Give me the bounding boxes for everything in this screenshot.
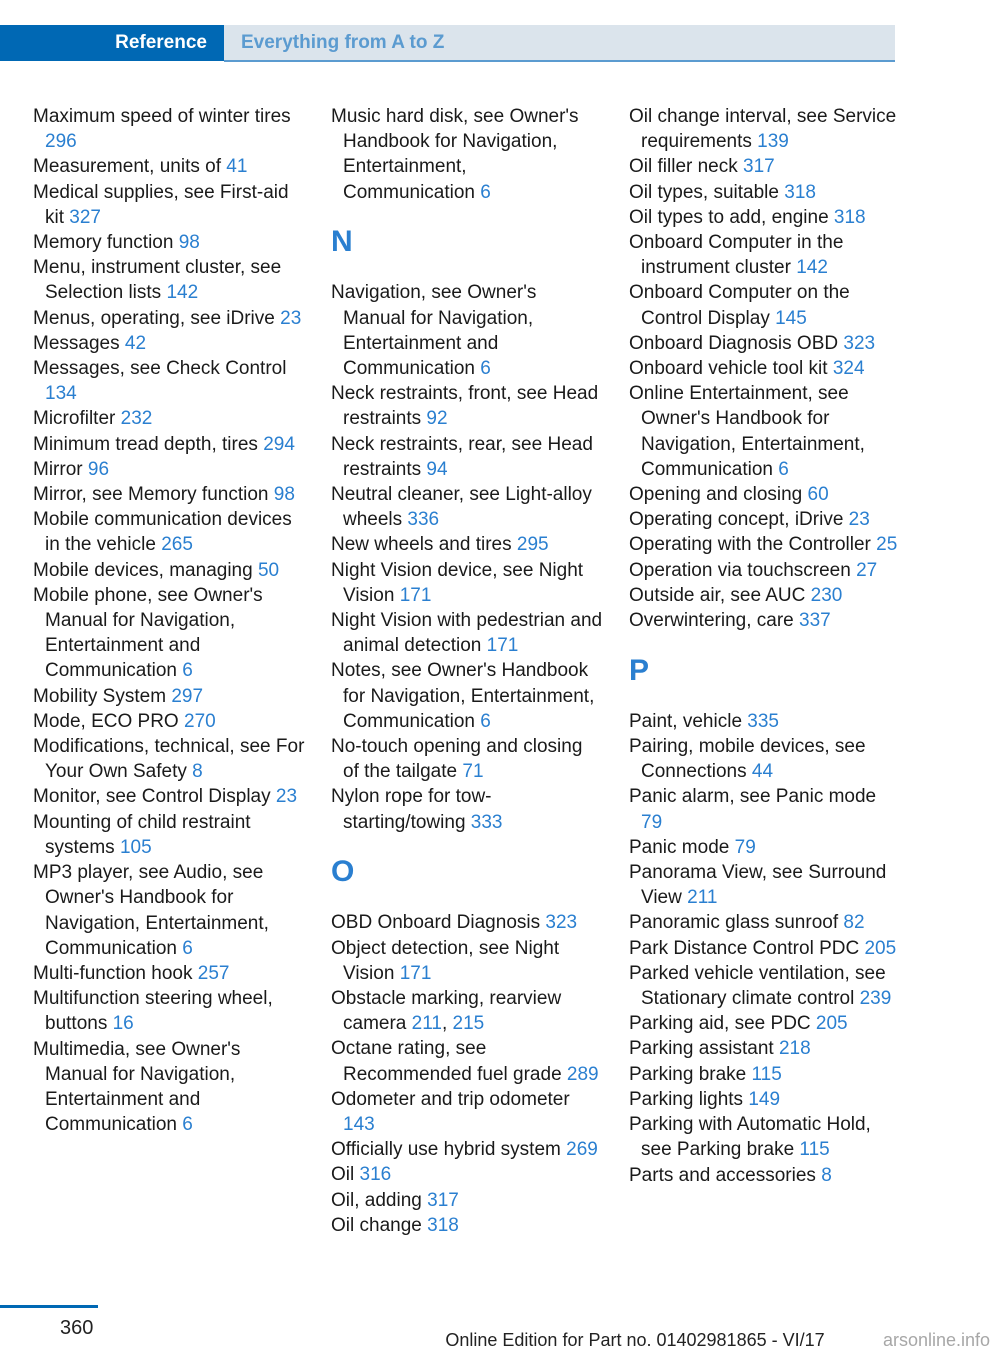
page-link[interactable]: 333 bbox=[470, 811, 503, 833]
index-term: Mobile communication devices in the vehicle bbox=[33, 509, 292, 556]
index-term: Measurement, units of bbox=[33, 156, 227, 178]
page-link[interactable]: 79 bbox=[734, 836, 756, 858]
index-entry bbox=[629, 356, 901, 381]
index-term: Messages, see Check Control bbox=[33, 358, 287, 380]
index-term: Memory function bbox=[33, 232, 179, 254]
index-term: Navigation, see Owner's Manual for Navigation, Entertainment and Communication bbox=[331, 282, 537, 379]
index-entry bbox=[629, 860, 901, 910]
index-term: Operation via touchscreen bbox=[629, 559, 857, 581]
page-link[interactable]: 139 bbox=[757, 131, 789, 153]
index-entry bbox=[33, 180, 305, 230]
index-entry bbox=[629, 936, 901, 961]
page-link[interactable]: 317 bbox=[427, 1189, 459, 1211]
index-entry bbox=[33, 406, 305, 431]
index-entry bbox=[629, 482, 901, 507]
page-link[interactable]: 270 bbox=[184, 710, 216, 732]
index-column-2 bbox=[331, 104, 603, 1238]
index-entry bbox=[331, 1036, 603, 1086]
page-link[interactable]: 23 bbox=[280, 307, 302, 329]
page-link[interactable]: 336 bbox=[407, 509, 440, 531]
index-entry bbox=[331, 784, 603, 834]
index-entry bbox=[629, 230, 901, 280]
index-term: Onboard Computer on the Control Display bbox=[629, 282, 850, 329]
index-entry bbox=[33, 684, 305, 709]
page-link[interactable]: 105 bbox=[119, 836, 152, 858]
index-term: Online Entertainment, see Owner's Handbook for Navigation, Entertainment, Communication bbox=[629, 383, 865, 480]
page-link[interactable]: 115 bbox=[799, 1139, 830, 1161]
index-term: Pairing, mobile devices, see Connections bbox=[629, 736, 866, 783]
index-term: Operating concept, iDrive bbox=[629, 509, 849, 531]
page-link[interactable]: 232 bbox=[120, 408, 153, 430]
page-link[interactable]: 327 bbox=[69, 206, 101, 228]
page-link[interactable]: 317 bbox=[743, 156, 775, 178]
page-link[interactable]: 115 bbox=[751, 1063, 782, 1085]
page-link[interactable]: 230 bbox=[810, 584, 843, 606]
index-entry bbox=[33, 558, 305, 583]
page-link[interactable]: 218 bbox=[778, 1038, 811, 1060]
index-entry bbox=[33, 507, 305, 557]
index-term: Music hard disk, see Owner's Handbook for Navigation, Entertainment, Communication bbox=[331, 106, 579, 203]
index-term: Object detection, see Night Vision bbox=[331, 937, 560, 984]
index-term: Operating with the Controller bbox=[629, 534, 877, 556]
index-term: Multifunction steering wheel, buttons bbox=[33, 988, 273, 1035]
page-link[interactable]: 8 bbox=[192, 761, 203, 783]
page-link[interactable]: 323 bbox=[545, 912, 578, 934]
index-entry bbox=[629, 280, 901, 330]
index-term: Onboard Diagnosis OBD bbox=[629, 332, 844, 354]
index-entry bbox=[33, 810, 305, 860]
index-entry bbox=[629, 1011, 901, 1036]
index-entry bbox=[629, 180, 901, 205]
index-term: Mirror bbox=[33, 458, 88, 480]
index-term: Maximum speed of winter tires bbox=[33, 106, 291, 127]
page-link[interactable]: 323 bbox=[843, 332, 876, 354]
index-entry bbox=[331, 381, 603, 431]
page-link[interactable]: 211 bbox=[411, 1013, 442, 1035]
index-entry bbox=[629, 154, 901, 179]
page-link[interactable]: 318 bbox=[833, 206, 866, 228]
index-term: Neck restraints, front, see Head restraints bbox=[331, 383, 599, 430]
page-link[interactable]: 215 bbox=[452, 1013, 485, 1035]
page-link[interactable]: 42 bbox=[124, 332, 147, 354]
index-entry bbox=[331, 482, 603, 532]
index-entry bbox=[331, 658, 603, 734]
index-entry bbox=[331, 936, 603, 986]
index-entry bbox=[629, 1087, 901, 1112]
page-link[interactable]: 171 bbox=[486, 635, 519, 657]
index-entry bbox=[331, 532, 603, 557]
index-entry bbox=[629, 331, 901, 356]
index-term: Mode, ECO PRO bbox=[33, 710, 184, 732]
index-entry bbox=[331, 104, 603, 205]
index-entry bbox=[331, 432, 603, 482]
page-link[interactable]: 25 bbox=[876, 534, 898, 556]
page-link[interactable]: 6 bbox=[182, 660, 193, 682]
index-term: Multi-function hook bbox=[33, 962, 198, 984]
index-term: Park Distance Control PDC bbox=[629, 937, 865, 959]
page-link[interactable]: 98 bbox=[273, 484, 295, 506]
index-term: MP3 player, see Audio, see Owner's Handbook for Navigation, Entertainment, Communication bbox=[33, 862, 269, 959]
page-link[interactable]: 41 bbox=[226, 156, 248, 178]
page-link[interactable]: 16 bbox=[112, 1013, 134, 1035]
index-term: Nylon rope for tow-starting/towing bbox=[331, 786, 492, 833]
page-link[interactable]: 96 bbox=[87, 458, 110, 480]
index-entry bbox=[331, 1188, 603, 1213]
index-term: Panorama View, see Surround View bbox=[629, 862, 887, 909]
index-term: Menu, instrument cluster, see Selection lists bbox=[33, 257, 282, 304]
index-term: Night Vision device, see Night Vision bbox=[331, 559, 584, 606]
index-entry bbox=[33, 104, 305, 154]
index-letter-heading: N bbox=[331, 225, 353, 259]
index-term: Mobility System bbox=[33, 685, 172, 707]
index-letter-heading: P bbox=[629, 653, 650, 687]
index-entry bbox=[629, 1163, 901, 1188]
page-link[interactable]: 92 bbox=[426, 408, 448, 430]
page-link[interactable]: 316 bbox=[359, 1164, 392, 1186]
page-link[interactable]: 23 bbox=[848, 509, 870, 531]
subsection-tab: Everything from A to Z bbox=[224, 25, 895, 61]
index-term: No-touch opening and closing of the tailgate bbox=[331, 736, 583, 783]
page-link[interactable]: 23 bbox=[275, 786, 298, 808]
page-link[interactable]: 98 bbox=[178, 232, 200, 254]
index-term: Parking brake bbox=[629, 1063, 752, 1085]
index-term: Onboard vehicle tool kit bbox=[629, 358, 833, 380]
page-link[interactable]: 6 bbox=[778, 458, 789, 480]
page-link[interactable]: 8 bbox=[821, 1164, 832, 1186]
page-link[interactable]: 269 bbox=[566, 1139, 598, 1161]
index-term: Panic alarm, see Panic mode bbox=[629, 786, 877, 808]
index-entry bbox=[331, 558, 603, 608]
index-term: Menus, operating, see iDrive bbox=[33, 307, 281, 329]
index-column-1 bbox=[33, 104, 305, 1137]
index-term: Parking with Automatic Hold, see Parking brake bbox=[629, 1114, 871, 1161]
page-link[interactable]: 171 bbox=[399, 962, 432, 984]
index-entry bbox=[33, 986, 305, 1036]
page-link[interactable]: 6 bbox=[480, 358, 491, 379]
index-entry bbox=[33, 734, 305, 784]
index-entry bbox=[629, 381, 901, 482]
page-link[interactable]: 257 bbox=[197, 962, 230, 984]
index-term: Parking lights bbox=[629, 1088, 749, 1110]
page-link[interactable]: 296 bbox=[45, 131, 77, 153]
page-link[interactable]: 211 bbox=[687, 887, 718, 909]
index-term: Octane rating, see Recommended fuel grade bbox=[331, 1038, 567, 1085]
index-term: Odometer and trip odometer bbox=[331, 1088, 570, 1110]
index-term: Parts and accessories bbox=[629, 1164, 822, 1186]
page-link[interactable]: 318 bbox=[784, 181, 816, 203]
index-entry bbox=[33, 784, 305, 809]
index-term: Oil, adding bbox=[331, 1189, 428, 1211]
index-entry bbox=[331, 1213, 603, 1238]
page-link[interactable]: 6 bbox=[182, 1114, 193, 1136]
index-term: Neutral cleaner, see Light-alloy wheels bbox=[331, 484, 592, 531]
index-term: Mobile devices, managing bbox=[33, 559, 258, 581]
index-entry bbox=[331, 1162, 603, 1187]
index-term: Parking aid, see PDC bbox=[629, 1013, 816, 1035]
index-term: Panoramic glass sunroof bbox=[629, 912, 844, 934]
page-link[interactable]: 324 bbox=[832, 358, 865, 380]
index-term: Parking assistant bbox=[629, 1038, 779, 1060]
index-entry bbox=[629, 1036, 901, 1061]
index-entry bbox=[33, 230, 305, 255]
page-link[interactable]: 171 bbox=[399, 584, 432, 606]
index-entry bbox=[331, 910, 603, 935]
index-term: Messages bbox=[33, 332, 125, 354]
index-entry bbox=[629, 835, 901, 860]
index-term: Minimum tread depth, tires bbox=[33, 433, 264, 455]
index-term: Medical supplies, see First-aid kit bbox=[33, 181, 289, 228]
page-link[interactable]: 79 bbox=[641, 811, 663, 833]
index-entry bbox=[33, 583, 305, 684]
index-term: Panic mode bbox=[629, 836, 735, 858]
index-entry bbox=[629, 532, 901, 557]
page-link[interactable]: 335 bbox=[747, 710, 779, 732]
section-tab: Reference bbox=[0, 25, 224, 61]
index-term: New wheels and tires bbox=[331, 534, 517, 556]
page-link[interactable]: 295 bbox=[516, 534, 549, 556]
index-entry bbox=[33, 154, 305, 179]
index-term: Microfilter bbox=[33, 408, 121, 430]
page-link[interactable]: 134 bbox=[45, 383, 77, 405]
page-link[interactable]: 50 bbox=[257, 559, 280, 581]
index-entry bbox=[629, 1112, 901, 1162]
index-term: Night Vision with pedestrian and animal detection bbox=[331, 610, 603, 657]
index-term: Monitor, see Control Display bbox=[33, 786, 276, 808]
index-term: Notes, see Owner's Handbook for Navigation, Entertainment, Communication bbox=[331, 660, 595, 732]
page-link[interactable]: 205 bbox=[864, 937, 897, 959]
page-link[interactable]: 44 bbox=[751, 761, 774, 783]
page-separator: , bbox=[441, 1013, 453, 1035]
index-entry bbox=[331, 986, 603, 1036]
index-entry bbox=[33, 432, 305, 457]
index-term: Oil types, suitable bbox=[629, 181, 785, 203]
index-entry bbox=[33, 961, 305, 986]
index-term: Oil bbox=[331, 1164, 360, 1186]
page-link[interactable]: 205 bbox=[815, 1013, 848, 1035]
page-link[interactable]: 145 bbox=[775, 307, 807, 329]
index-entry bbox=[629, 910, 901, 935]
page-link[interactable]: 82 bbox=[843, 912, 865, 934]
index-entry bbox=[331, 608, 603, 658]
index-entry bbox=[629, 1062, 901, 1087]
index-entry bbox=[331, 1087, 603, 1137]
page-link[interactable]: 318 bbox=[427, 1214, 459, 1236]
page-link[interactable]: 239 bbox=[859, 988, 892, 1010]
page-link[interactable]: 143 bbox=[343, 1114, 375, 1136]
index-term: OBD Onboard Diagnosis bbox=[331, 912, 546, 934]
page-link[interactable]: 6 bbox=[182, 937, 193, 959]
index-entry bbox=[33, 331, 305, 356]
page-link[interactable]: 289 bbox=[566, 1063, 599, 1085]
page-link[interactable]: 6 bbox=[480, 181, 491, 203]
page-link[interactable]: 71 bbox=[462, 761, 484, 783]
index-term: Mobile phone, see Owner's Manual for Navigation, Entertainment and Communication bbox=[33, 584, 263, 682]
page-link[interactable]: 27 bbox=[856, 559, 878, 581]
header-divider bbox=[224, 60, 895, 62]
index-term: Parked vehicle ventilation, see Stationary climate control bbox=[629, 962, 886, 1010]
page-link[interactable]: 142 bbox=[166, 282, 199, 304]
page-link[interactable]: 6 bbox=[480, 710, 491, 732]
page-link[interactable]: 60 bbox=[807, 484, 829, 506]
index-entry bbox=[629, 104, 901, 154]
index-column-3 bbox=[629, 104, 901, 1188]
index-entry bbox=[33, 255, 305, 305]
index-entry bbox=[629, 784, 901, 834]
index-entry bbox=[629, 507, 901, 532]
index-entry bbox=[629, 734, 901, 784]
index-term: Oil types to add, engine bbox=[629, 206, 834, 228]
page-link[interactable]: 297 bbox=[171, 685, 204, 707]
index-entry bbox=[33, 482, 305, 507]
index-entry bbox=[331, 280, 603, 381]
page-link[interactable]: 337 bbox=[799, 610, 831, 632]
index-entry bbox=[331, 1137, 603, 1162]
index-term: Opening and closing bbox=[629, 484, 808, 506]
index-entry bbox=[33, 1037, 305, 1138]
index-entry bbox=[33, 860, 305, 961]
page-link[interactable]: 142 bbox=[796, 257, 828, 279]
index-entry bbox=[629, 205, 901, 230]
index-entry bbox=[33, 709, 305, 734]
index-entry bbox=[331, 734, 603, 784]
index-term: Neck restraints, rear, see Head restraints bbox=[331, 433, 593, 480]
index-term: Officially use hybrid system bbox=[331, 1139, 567, 1161]
index-letter-heading: O bbox=[331, 855, 355, 889]
edition-note: Online Edition for Part no. 01402981865 - VI/17 bbox=[445, 1330, 825, 1350]
index-entry bbox=[629, 608, 901, 633]
page-link[interactable]: 265 bbox=[161, 534, 193, 556]
page-link[interactable]: 294 bbox=[263, 433, 295, 455]
footer-rule bbox=[0, 1305, 98, 1308]
index-term: Oil filler neck bbox=[629, 156, 744, 178]
page-link[interactable]: 94 bbox=[426, 458, 448, 480]
index-term: Oil change interval, see Service requirements bbox=[629, 106, 897, 153]
index-term: Multimedia, see Owner's Manual for Navigation, Entertainment and Communication bbox=[33, 1038, 241, 1136]
index-entry bbox=[629, 961, 901, 1011]
page-number: 360 bbox=[60, 1317, 94, 1339]
page-header bbox=[0, 25, 895, 61]
index-term: Obstacle marking, rearview camera bbox=[331, 988, 562, 1035]
index-term: Oil change bbox=[331, 1214, 428, 1236]
index-entry bbox=[33, 356, 305, 406]
page-link[interactable]: 149 bbox=[748, 1088, 781, 1110]
index-entry bbox=[629, 709, 901, 734]
index-entry bbox=[629, 583, 901, 608]
watermark: arsonline.info bbox=[883, 1330, 990, 1350]
index-term: Overwintering, care bbox=[629, 610, 800, 632]
index-term: Mounting of child restraint systems bbox=[33, 811, 251, 858]
index-term: Onboard Computer in the instrument cluster bbox=[629, 232, 844, 279]
index-entry bbox=[629, 558, 901, 583]
index-entry bbox=[33, 457, 305, 482]
index-term: Outside air, see AUC bbox=[629, 584, 811, 606]
index-term: Mirror, see Memory function bbox=[33, 484, 274, 506]
index-entry bbox=[33, 306, 305, 331]
index-term: Paint, vehicle bbox=[629, 710, 748, 732]
index-term: Modifications, technical, see For Your Own Safety bbox=[33, 736, 305, 783]
